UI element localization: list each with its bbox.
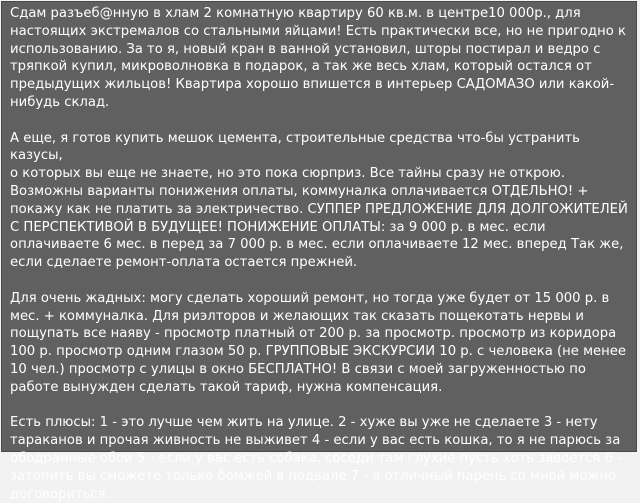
ad-paragraph-intro: Сдам разъеб@нную в хлам 2 комнатную квартиру 60 кв.м. в центре10 000р., для настоящих экстремалов со стальными яйцами! Есть практически все, но не пригодно к использованию. За то я, новый кран в ванной установил, шторы постирал и ведро с тряпкой купил, микроволновка в подарок, а так же весь хлам, который остался от предыдущих жильцов! Квартира хорошо впишется в интерьер САДОМАЗО или какой- нибудь склад. — [10, 6, 627, 110]
ad-paragraph-pricing: Для очень жадных: могу сделать хороший ремонт, но тогда уже будет от 15 000 р. в мес. + коммуналка. Для риэлторов и желающих так сказать пощекотать нервы и пощупать все наяву - просмотр платный от 200 р. за просмотр. просмотр из коридора 100 р. просмотр одним глазом 50 р. ГРУППОВЫЕ ЭКСКУРСИИ 10 р. с человека (не менее 10 чел.) просмотр с улицы в окно БЕСПЛАТНО! В связи с моей загруженностью по работе вынужден сделать такой тариф, нужна компенсация. — [10, 290, 626, 395]
ad-paragraph-offers: А еще, я готов купить мешок цемента, строительные средства что-бы устранить казусы, о которых вы еще не знаете, но это пока сюрприз. Все тайны сразу не открою. Возможны варианты понижения оплаты, коммуналка оплачивается ОТДЕЛЬНО! + покажу как не платить за электричество. СУППЕР ПРЕДЛОЖЕНИЕ ДЛЯ ДОЛГОЖИТЕЛЕЙ С ПЕРСПЕКТИВОЙ В БУДУЩЕЕ! ПОНИЖЕНИЕ ОПЛАТЫ: за 9 000 р. в мес. если оплачиваете 6 мес. в перед за 7 000 р. в мес. если оплачиваете 12 мес. вперед Так же, если сделаете ремонт-оплата остается прежней. — [10, 130, 628, 271]
ad-paragraph-pluses: Есть плюсы: 1 - это лучше чем жить на улице. 2 - хуже вы уже не сделаете 3 - нету тараканов и прочая живность не выживет 4 - если у вас есть кошка, то я не парюсь за ободранные обои 5 - если у вас есть собака, соседи там глухие пусть хоть завоется 6 - затопить вы сможете только бомжей в подвале 7 - я отличный парень со мной можно договориться. — [10, 415, 622, 502]
ad-text-panel — [1, 1, 637, 502]
